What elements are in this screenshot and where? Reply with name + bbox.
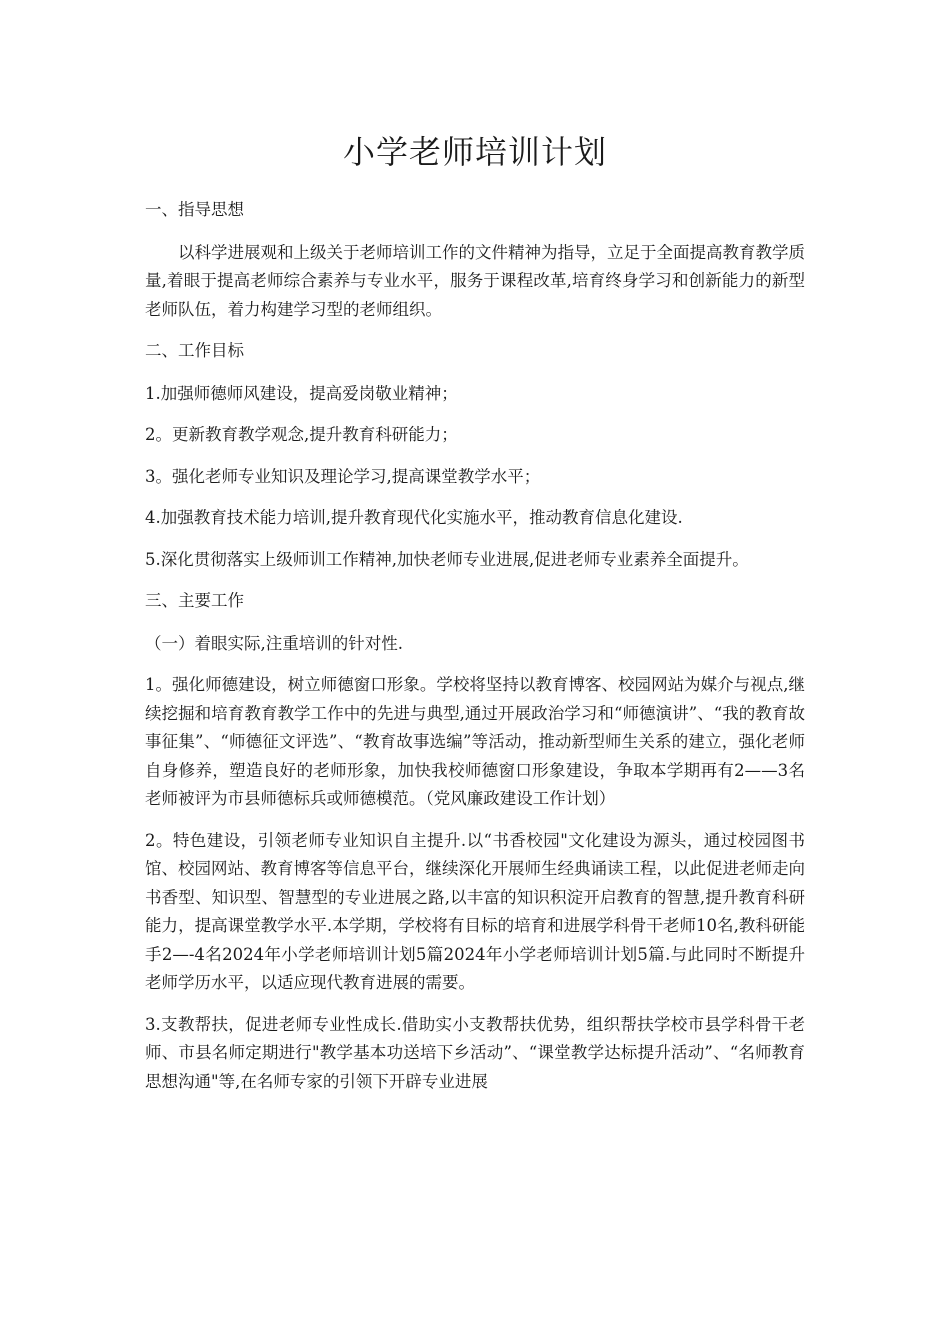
paragraph-guiding-ideology: 以科学进展观和上级关于老师培训工作的文件精神为指导，立足于全面提高教育教学质量,着眼于提高老师综合素养与专业水平，服务于课程改革,培育终身学习和创新能力的新型老师队伍，着力构建学习型的老师组织。 (145, 242, 805, 319)
goal-item-5: 5.深化贯彻落实上级师训工作精神,加快老师专业进展,促进老师专业素养全面提升。 (145, 549, 749, 569)
subsection-heading-1: （一）着眼实际,注重培训的针对性. (145, 633, 403, 653)
goal-item-4: 4.加强教育技术能力培训,提升教育现代化实施水平，推动教育信息化建设. (145, 508, 683, 527)
document-body (145, 196, 805, 1109)
goal-item-2: 2。更新教育教学观念,提升教育科研能力； (145, 425, 458, 444)
section-heading-guiding-ideology: 一、指导思想 (145, 200, 244, 219)
section-heading-main-work: 三、主要工作 (145, 591, 244, 610)
main-work-paragraph-1: 1。强化师德建设，树立师德窗口形象。学校将坚持以教育博客、校园网站为媒介与视点,继续挖掘和培育教育教学工作中的先进与典型,通过开展政治学习和“师德演讲”、“我的教育故事征集”、“师德征文评选”、“教育故事选编”等活动，推动新型师生关系的建立，强化老师自身修养，塑造良好的老师形象，加快我校师德窗口形象建设，争取本学期再有2——3名老师被评为市县师德标兵或师德模范。（党风廉政建设工作计划） (145, 675, 805, 808)
goal-item-3: 3。强化老师专业知识及理论学习,提高课堂教学水平； (145, 466, 541, 486)
document-title: 小学老师培训计划 (342, 133, 607, 171)
goal-item-1: 1.加强师德师风建设，提高爱岗敬业精神； (145, 383, 458, 403)
main-work-paragraph-2: 2。特色建设，引领老师专业知识自主提升.以“书香校园"文化建设为源头，通过校园图书馆、校园网站、教育博客等信息平台，继续深化开展师生经典诵读工程，以此促进老师走向书香型、知识型、智慧型的专业进展之路,以丰富的知识积淀开启教育的智慧,提升教育科研能力，提高课堂教学水平.本学期，学校将有目标的培育和进展学科骨干老师10名,教科研能手2—-4名2024年小学老师培训计划5篇2024年小学老师培训计划5篇.与此同时不断提升老师学历水平，以适应现代教育进展的需要。 (145, 830, 805, 992)
section-heading-work-goals: 二、工作目标 (145, 341, 244, 360)
main-work-paragraph-3: 3.支教帮扶，促进老师专业性成长.借助实小支教帮扶优势，组织帮扶学校市县学科骨干老师、市县名师定期进行"教学基本功送培下乡活动”、“课堂教学达标提升活动”、“名师教育思想沟通"等,在名师专家的引领下开辟专业进展 (145, 1014, 805, 1091)
